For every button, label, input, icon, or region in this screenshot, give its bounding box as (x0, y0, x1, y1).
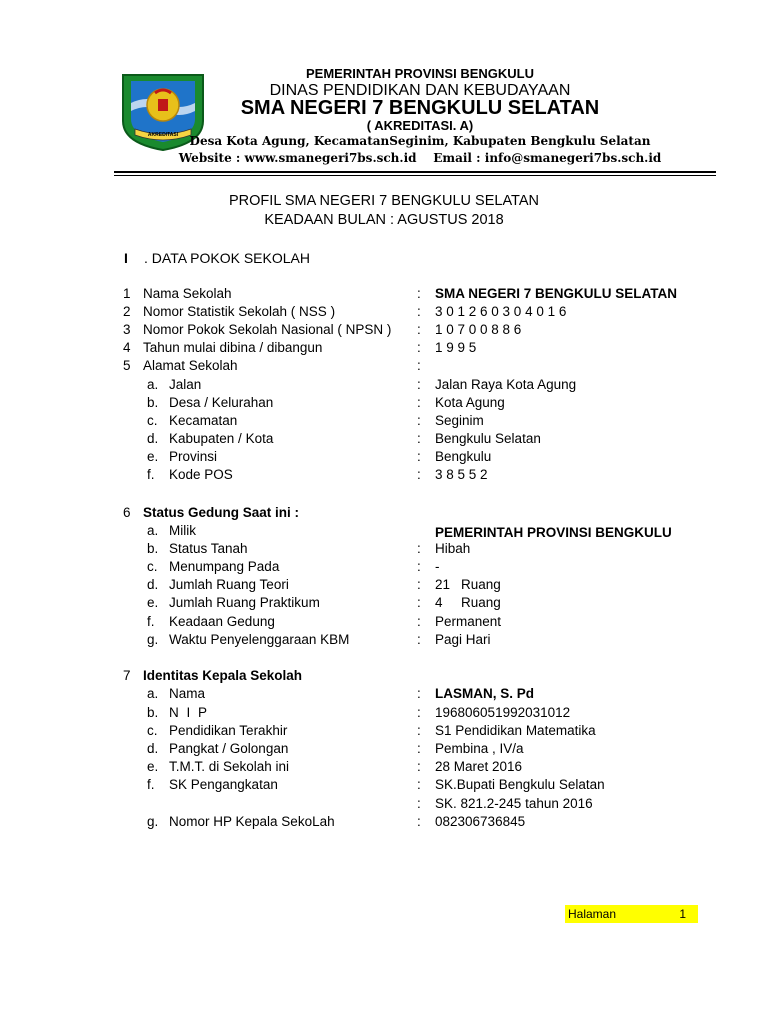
field-row-menumpang (0, 559, 768, 577)
field-value: - (435, 559, 440, 574)
colon: : (417, 814, 421, 829)
item-number: 6 (123, 505, 131, 520)
field-label: Kabupaten / Kota (169, 431, 274, 446)
sub-letter: f. (147, 777, 155, 792)
field-value: Pagi Hari (435, 632, 491, 647)
colon: : (417, 559, 421, 574)
field-row-tmt (0, 759, 768, 777)
section-title: . DATA POKOK SEKOLAH (144, 250, 310, 266)
sub-letter: a. (147, 377, 159, 392)
field-row-nama-kepsek (0, 686, 768, 704)
field-value: Bengkulu Selatan (435, 431, 541, 446)
document-subtitle: KEADAAN BULAN : AGUSTUS 2018 (264, 212, 504, 228)
field-row-hp (0, 814, 768, 832)
colon: : (417, 286, 421, 301)
header-address: Desa Kota Agung, KecamatanSeginim, Kabupaten Bengkulu Selatan (189, 134, 651, 148)
field-value: 4 (435, 595, 443, 610)
field-value: 3 0 1 2 6 0 3 0 4 0 1 6 (435, 304, 567, 319)
sub-letter: f. (147, 467, 155, 482)
sub-letter: a. (147, 523, 159, 538)
field-value: SK. 821.2-245 tahun 2016 (435, 796, 593, 811)
field-row-desa (0, 395, 768, 413)
sub-letter: a. (147, 686, 159, 701)
colon: : (417, 541, 421, 556)
field-value: SK.Bupati Bengkulu Selatan (435, 777, 605, 792)
field-row-provinsi (0, 449, 768, 467)
item-number: 7 (123, 668, 131, 683)
field-label: SK Pengangkatan (169, 777, 278, 792)
field-value: Permanent (435, 614, 502, 629)
sub-letter: e. (147, 595, 159, 610)
field-row-jalan (0, 377, 768, 395)
field-row-kabupaten (0, 431, 768, 449)
field-label: T.M.T. di Sekolah ini (169, 759, 290, 774)
field-value: 1 9 9 5 (435, 340, 477, 355)
field-label: Kecamatan (169, 413, 238, 428)
field-label: Menumpang Pada (169, 559, 280, 574)
field-row-keadaan-gedung (0, 614, 768, 632)
field-label: Pendidikan Terakhir (169, 723, 288, 738)
field-row-nip (0, 705, 768, 723)
field-row-nss (0, 304, 768, 322)
field-value: LASMAN, S. Pd (435, 686, 535, 701)
colon: : (417, 705, 421, 720)
page-label: Halaman (568, 907, 617, 921)
field-label: Waktu Penyelenggaraan KBM (169, 632, 350, 647)
field-row-status-tanah (0, 541, 768, 559)
field-value: 196806051992031012 (435, 705, 571, 720)
sub-letter: f. (147, 614, 155, 629)
field-label: Identitas Kepala Sekolah (143, 668, 303, 683)
field-unit: Ruang (461, 595, 501, 610)
field-label: Jalan (169, 377, 202, 392)
colon: : (417, 777, 421, 792)
item-number: 4 (123, 340, 131, 355)
field-value: Jalan Raya Kota Agung (435, 377, 577, 392)
field-value: 21 (435, 577, 451, 592)
field-row-alamat (0, 358, 768, 376)
sub-letter: b. (147, 395, 159, 410)
field-label: Alamat Sekolah (143, 358, 238, 373)
field-label: Jumlah Ruang Praktikum (169, 595, 320, 610)
colon: : (417, 395, 421, 410)
field-row-sk-number (0, 796, 768, 814)
field-row-sk (0, 777, 768, 795)
document-title: PROFIL SMA NEGERI 7 BENGKULU SELATAN (229, 193, 539, 209)
colon: : (417, 467, 421, 482)
field-row-pendidikan (0, 723, 768, 741)
field-row-nama-sekolah (0, 286, 768, 304)
field-value: 28 Maret 2016 (435, 759, 523, 774)
field-label: Nomor Pokok Sekolah Nasional ( NPSN ) (143, 322, 392, 337)
sub-letter: e. (147, 449, 159, 464)
item-number: 2 (123, 304, 131, 319)
field-value: Bengkulu (435, 449, 492, 464)
colon: : (417, 304, 421, 319)
colon: : (417, 322, 421, 337)
field-label: Desa / Kelurahan (169, 395, 274, 410)
field-row-milik (0, 523, 768, 541)
field-label: Status Tanah (169, 541, 248, 556)
sub-letter: b. (147, 541, 159, 556)
colon: : (417, 431, 421, 446)
item-number: 5 (123, 358, 131, 373)
field-row-identitas-kepsek (0, 668, 768, 686)
header-accreditation: ( AKREDITASI. A) (366, 118, 474, 133)
field-row-kodepos (0, 467, 768, 485)
field-value: SMA NEGERI 7 BENGKULU SELATAN (435, 286, 678, 301)
field-value: S1 Pendidikan Matematika (435, 723, 596, 738)
colon: : (417, 413, 421, 428)
field-row-kecamatan (0, 413, 768, 431)
sub-letter: c. (147, 559, 158, 574)
field-label: Jumlah Ruang Teori (169, 577, 289, 592)
field-row-ruang-teori (0, 577, 768, 595)
field-value: Kota Agung (435, 395, 505, 410)
colon: : (417, 577, 421, 592)
field-row-ruang-praktikum (0, 595, 768, 613)
field-label: Nomor Statistik Sekolah ( NSS ) (143, 304, 336, 319)
field-row-status-gedung (0, 505, 768, 523)
colon: : (417, 377, 421, 392)
field-label: Keadaan Gedung (169, 614, 275, 629)
colon: : (417, 632, 421, 647)
colon: : (417, 340, 421, 355)
logo-ribbon-text: AKREDITASI (147, 132, 179, 138)
sub-letter: d. (147, 741, 159, 756)
sub-letter: d. (147, 431, 159, 446)
header-divider-thin (114, 175, 716, 176)
colon: : (417, 686, 421, 701)
field-unit: Ruang (461, 577, 501, 592)
field-label: Nama (169, 686, 206, 701)
field-value: 3 8 5 5 2 (435, 467, 488, 482)
section-number: I (124, 250, 128, 266)
field-row-pangkat (0, 741, 768, 759)
colon: : (417, 595, 421, 610)
colon: : (417, 723, 421, 738)
field-label: Pangkat / Golongan (169, 741, 289, 756)
field-value: Seginim (435, 413, 484, 428)
field-value: 1 0 7 0 0 8 8 6 (435, 322, 522, 337)
colon: : (417, 796, 421, 811)
header-province: PEMERINTAH PROVINSI BENGKULU (306, 66, 534, 81)
sub-letter: c. (147, 413, 158, 428)
field-value: Pembina , IV/a (435, 741, 524, 756)
header-agency: DINAS PENDIDIKAN DAN KEBUDAYAAN (269, 82, 571, 99)
field-label: Nomor HP Kepala SekoLah (169, 814, 335, 829)
page-number-box (565, 905, 698, 923)
header-school-name: SMA NEGERI 7 BENGKULU SELATAN (240, 97, 600, 119)
field-row-waktu-kbm (0, 632, 768, 650)
field-row-tahun (0, 340, 768, 358)
colon: : (417, 358, 421, 373)
page-number: 1 (679, 907, 686, 921)
item-number: 1 (123, 286, 131, 301)
colon: : (417, 614, 421, 629)
sub-letter: g. (147, 632, 159, 647)
header-website-email: Website : www.smanegeri7bs.sch.id Email : info@smanegeri7bs.sch.id (178, 151, 662, 165)
field-label: Kode POS (169, 467, 233, 482)
field-label: Nama Sekolah (143, 286, 232, 301)
field-label: Provinsi (169, 449, 218, 464)
field-label: Status Gedung Saat ini : (143, 505, 300, 520)
field-label: Milik (169, 523, 196, 538)
sub-letter: b. (147, 705, 159, 720)
sub-letter: g. (147, 814, 159, 829)
sub-letter: d. (147, 577, 159, 592)
field-row-npsn (0, 322, 768, 340)
colon: : (417, 759, 421, 774)
colon: : (417, 741, 421, 756)
field-value: PEMERINTAH PROVINSI BENGKULU (435, 525, 672, 540)
header-divider-thick (114, 171, 716, 173)
field-value: Hibah (435, 541, 471, 556)
colon: : (417, 449, 421, 464)
field-label: N I P (169, 705, 210, 720)
sub-letter: c. (147, 723, 158, 738)
item-number: 3 (123, 322, 131, 337)
sub-letter: e. (147, 759, 159, 774)
field-value: 082306736845 (435, 814, 526, 829)
field-label: Tahun mulai dibina / dibangun (143, 340, 323, 355)
